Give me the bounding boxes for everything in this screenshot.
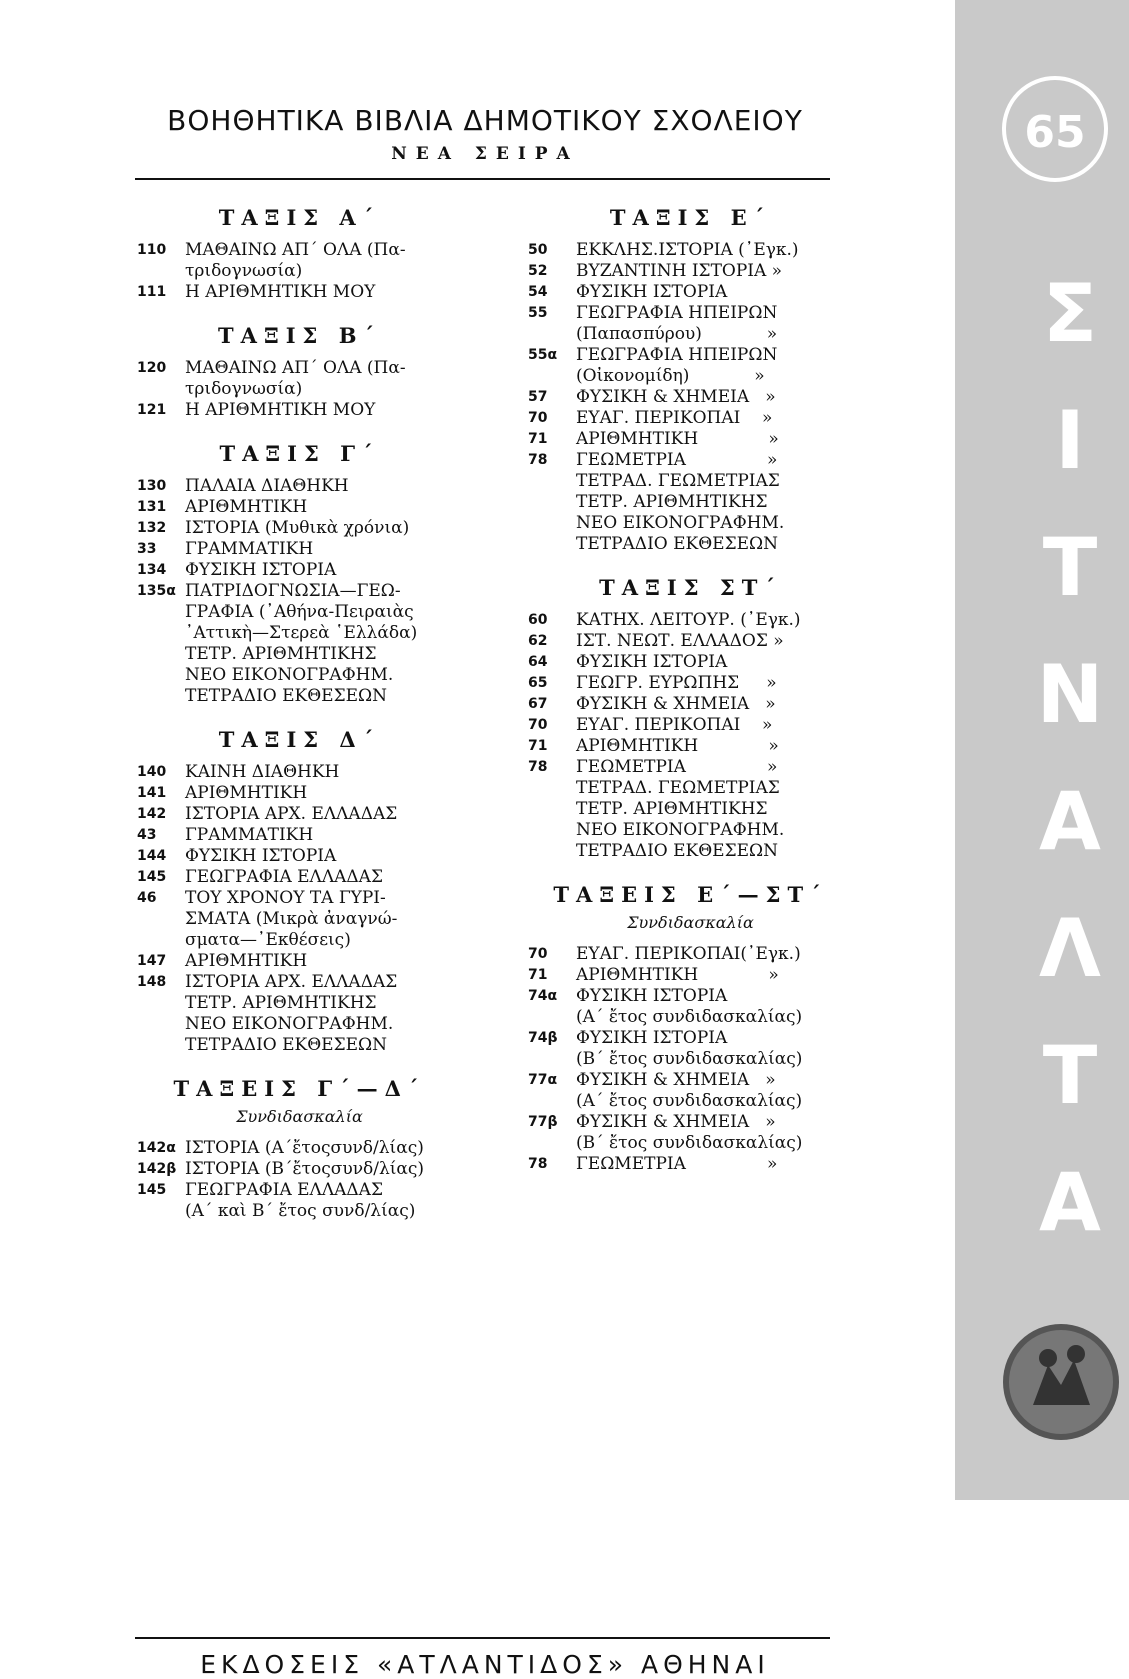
book-title: ΚΑΤΗΧ. ΛΕΙΤΟΥΡ. (᾿Εγκ.) bbox=[576, 610, 801, 630]
book-number: 50 bbox=[528, 242, 548, 258]
book-entry bbox=[137, 497, 462, 518]
book-number: 71 bbox=[528, 431, 548, 447]
book-entry bbox=[528, 303, 853, 345]
book-title: ΙΣΤΟΡΙΑ (Β΄ἔτοςσυνδ/λίας) bbox=[185, 1159, 425, 1179]
coin-emblem-icon bbox=[998, 1310, 1124, 1460]
brand-letter: Τ bbox=[1042, 1029, 1098, 1122]
book-entry bbox=[137, 867, 462, 888]
vertical-brand bbox=[1010, 250, 1129, 1266]
book-number: 145 bbox=[137, 869, 167, 885]
book-title: ΑΡΙΘΜΗΤΙΚΗ bbox=[185, 497, 308, 517]
book-number: 135α bbox=[137, 583, 176, 599]
book-entry bbox=[528, 408, 853, 429]
book-title: ΠΑΤΡΙΔΟΓΝΩΣΙΑ—ΓΕΩ- ΓΡΑΦΙΑ (᾿Αθήνα-Πειραιὰς ᾿Αττικὴ—Στερεὰ ῾Ελλάδα) ΤΕΤΡ. ΑΡΙΘΜΗΤΙΚΗΣ ΝΕΟ ΕΙΚΟΝΟΓΡΑΦΗΜ. ΤΕΤΡΑΔΙΟ ΕΚΘΕΣΕΩΝ bbox=[185, 581, 418, 706]
book-number: 142 bbox=[137, 806, 167, 822]
book-number: 70 bbox=[528, 717, 548, 733]
book-title: ΒΥΖΑΝΤΙΝΗ ΙΣΤΟΡΙΑ » bbox=[576, 261, 783, 281]
book-entry bbox=[528, 345, 853, 387]
book-title: ΦΥΣΙΚΗ ΙΣΤΟΡΙΑ bbox=[576, 652, 728, 672]
brand-letter: Σ bbox=[1042, 267, 1098, 360]
page-subtitle: ΝΕΑ ΣΕΙΡΑ bbox=[391, 144, 579, 164]
section-title: ΤΑΞΙΣ Δ΄ bbox=[218, 727, 381, 752]
brand-letter: Α bbox=[1039, 1156, 1101, 1249]
book-entry bbox=[137, 518, 462, 539]
section-subtitle: Συνδιδασκαλία bbox=[627, 913, 754, 932]
book-entry bbox=[528, 1112, 853, 1154]
book-entry bbox=[137, 951, 462, 972]
book-title: ΓΕΩΓΡΑΦΙΑ ΕΛΛΑΔΑΣ bbox=[185, 867, 383, 887]
book-number: 77α bbox=[528, 1072, 558, 1088]
section-title: ΤΑΞΙΣ Β΄ bbox=[218, 323, 381, 348]
brand-letter: Τ bbox=[1042, 521, 1098, 614]
section-title: ΤΑΞΙΣ Γ΄ bbox=[219, 441, 380, 466]
book-title: ΑΡΙΘΜΗΤΙΚΗ bbox=[185, 951, 308, 971]
book-entry bbox=[528, 429, 853, 450]
section-title: ΤΑΞΕΙΣ Ε΄—ΣΤ΄ bbox=[553, 882, 828, 907]
book-title: ΦΥΣΙΚΗ & ΧΗΜΕΙΑ » bbox=[576, 387, 776, 407]
book-number: 46 bbox=[137, 890, 157, 906]
right-column bbox=[528, 205, 853, 1175]
book-number: 78 bbox=[528, 1156, 548, 1172]
book-title: ΓΕΩΜΕΤΡΙΑ » ΤΕΤΡΑΔ. ΓΕΩΜΕΤΡΙΑΣ ΤΕΤΡ. ΑΡΙΘΜΗΤΙΚΗΣ ΝΕΟ ΕΙΚΟΝΟΓΡΑΦΗΜ. ΤΕΤΡΑΔΙΟ ΕΚΘΕΣΕΩΝ bbox=[576, 757, 785, 861]
book-number: 141 bbox=[137, 785, 167, 801]
book-entry bbox=[528, 261, 853, 282]
section-title: ΤΑΞΙΣ ΣΤ΄ bbox=[599, 575, 782, 600]
book-entry bbox=[137, 1138, 462, 1159]
book-title: ΓΕΩΜΕΤΡΙΑ » bbox=[576, 1154, 778, 1174]
book-title: ΓΕΩΓΡΑΦΙΑ ΗΠΕΙΡΩΝ (Οἰκονομίδη) » bbox=[576, 345, 778, 386]
book-title: ΙΣΤΟΡΙΑ (Α΄ἔτοςσυνδ/λίας) bbox=[185, 1138, 424, 1158]
book-entry bbox=[137, 846, 462, 867]
book-number: 74β bbox=[528, 1030, 558, 1046]
book-number: 148 bbox=[137, 974, 167, 990]
book-number: 131 bbox=[137, 499, 167, 515]
book-entry bbox=[137, 783, 462, 804]
book-number: 78 bbox=[528, 452, 548, 468]
book-number: 142β bbox=[137, 1161, 177, 1177]
book-number: 110 bbox=[137, 242, 167, 258]
book-entry bbox=[137, 804, 462, 825]
book-entry bbox=[528, 715, 853, 736]
book-number: 140 bbox=[137, 764, 167, 780]
book-entry bbox=[528, 694, 853, 715]
page-number-badge: 65 bbox=[1002, 76, 1108, 182]
book-title: ΙΣΤ. ΝΕΩΤ. ΕΛΛΑΔΟΣ » bbox=[576, 631, 784, 651]
book-title: ΕΚΚΛΗΣ.ΙΣΤΟΡΙΑ (᾿Εγκ.) bbox=[576, 240, 799, 260]
book-entry bbox=[528, 631, 853, 652]
book-title: ΤΟΥ ΧΡΟΝΟΥ ΤΑ ΓΥΡΙ- ΣΜΑΤΑ (Μικρὰ ἀναγνώ- σματα—᾿Εκθέσεις) bbox=[185, 888, 398, 950]
book-title: ΙΣΤΟΡΙΑ ΑΡΧ. ΕΛΛΑΔΑΣ ΤΕΤΡ. ΑΡΙΘΜΗΤΙΚΗΣ ΝΕΟ ΕΙΚΟΝΟΓΡΑΦΗΜ. ΤΕΤΡΑΔΙΟ ΕΚΘΕΣΕΩΝ bbox=[185, 972, 398, 1055]
book-number: 65 bbox=[528, 675, 548, 691]
book-number: 70 bbox=[528, 410, 548, 426]
book-entry bbox=[528, 1154, 853, 1175]
book-number: 64 bbox=[528, 654, 548, 670]
book-entry bbox=[528, 944, 853, 965]
book-number: 70 bbox=[528, 946, 548, 962]
section-title: ΤΑΞΕΙΣ Γ΄—Δ΄ bbox=[173, 1076, 426, 1101]
book-number: 67 bbox=[528, 696, 548, 712]
book-number: 111 bbox=[137, 284, 167, 300]
book-entry bbox=[528, 965, 853, 986]
book-title: ΓΡΑΜΜΑΤΙΚΗ bbox=[185, 539, 314, 559]
book-entry bbox=[528, 673, 853, 694]
book-title: ΑΡΙΘΜΗΤΙΚΗ » bbox=[576, 965, 779, 985]
book-number: 60 bbox=[528, 612, 548, 628]
book-entry bbox=[137, 282, 462, 303]
book-number: 132 bbox=[137, 520, 167, 536]
book-title: ΦΥΣΙΚΗ ΙΣΤΟΡΙΑ bbox=[185, 560, 337, 580]
left-column bbox=[137, 205, 462, 1222]
book-entry bbox=[528, 387, 853, 408]
book-title: ΑΡΙΘΜΗΤΙΚΗ » bbox=[576, 429, 779, 449]
book-title: ΠΑΛΑΙΑ ΔΙΑΘΗΚΗ bbox=[185, 476, 349, 496]
book-number: 74α bbox=[528, 988, 558, 1004]
book-title: ΦΥΣΙΚΗ & ΧΗΜΕΙΑ » (Α΄ ἔτος συνδιδασκαλίας) bbox=[576, 1070, 803, 1111]
book-entry bbox=[137, 1159, 462, 1180]
book-number: 71 bbox=[528, 967, 548, 983]
book-title: Η ΑΡΙΘΜΗΤΙΚΗ ΜΟΥ bbox=[185, 282, 376, 302]
book-title: ΕΥΑΓ. ΠΕΡΙΚΟΠΑΙ » bbox=[576, 715, 773, 735]
book-entry bbox=[137, 581, 462, 707]
book-entry bbox=[137, 358, 462, 400]
book-number: 55α bbox=[528, 347, 558, 363]
book-number: 142α bbox=[137, 1140, 176, 1156]
book-title: ΙΣΤΟΡΙΑ ΑΡΧ. ΕΛΛΑΔΑΣ bbox=[185, 804, 398, 824]
book-entry bbox=[137, 240, 462, 282]
publisher-footer: ΕΚΔΟΣΕΙΣ «ΑΤΛΑΝΤΙΔΟΣ» ΑΘΗΝΑΙ bbox=[200, 1650, 770, 1679]
book-entry bbox=[528, 757, 853, 862]
book-title: ΑΡΙΘΜΗΤΙΚΗ bbox=[185, 783, 308, 803]
book-entry bbox=[528, 450, 853, 555]
book-number: 77β bbox=[528, 1114, 558, 1130]
book-number: 120 bbox=[137, 360, 167, 376]
book-number: 71 bbox=[528, 738, 548, 754]
book-title: ΙΣΤΟΡΙΑ (Μυθικὰ χρόνια) bbox=[185, 518, 410, 538]
book-title: ΓΕΩΓΡ. ΕΥΡΩΠΗΣ » bbox=[576, 673, 777, 693]
book-title: ΕΥΑΓ. ΠΕΡΙΚΟΠΑΙ » bbox=[576, 408, 773, 428]
page-title: ΒΟΗΘΗΤΙΚΑ ΒΙΒΛΙΑ ΔΗΜΟΤΙΚΟΥ ΣΧΟΛΕΙΟΥ bbox=[167, 104, 803, 137]
book-title: ΦΥΣΙΚΗ & ΧΗΜΕΙΑ » bbox=[576, 694, 776, 714]
book-title: ΦΥΣΙΚΗ ΙΣΤΟΡΙΑ (Β΄ ἔτος συνδιδασκαλίας) bbox=[576, 1028, 803, 1069]
book-entry bbox=[137, 1180, 462, 1222]
book-entry bbox=[137, 888, 462, 951]
brand-letter: Α bbox=[1039, 775, 1101, 868]
book-title: ΦΥΣΙΚΗ ΙΣΤΟΡΙΑ bbox=[576, 282, 728, 302]
book-title: ΦΥΣΙΚΗ & ΧΗΜΕΙΑ » (Β΄ ἔτος συνδιδασκαλίας) bbox=[576, 1112, 803, 1153]
book-entry bbox=[137, 762, 462, 783]
section-subtitle: Συνδιδασκαλία bbox=[236, 1107, 363, 1126]
book-title: ΓΕΩΓΡΑΦΙΑ ΕΛΛΑΔΑΣ (Α΄ καὶ Β΄ ἔτος συνδ/λίας) bbox=[185, 1180, 416, 1221]
book-title: ΕΥΑΓ. ΠΕΡΙΚΟΠΑΙ(᾿Εγκ.) bbox=[576, 944, 801, 964]
book-title: ΚΑΙΝΗ ΔΙΑΘΗΚΗ bbox=[185, 762, 340, 782]
book-entry bbox=[137, 825, 462, 846]
book-entry bbox=[528, 986, 853, 1028]
book-title: ΦΥΣΙΚΗ ΙΣΤΟΡΙΑ (Α΄ ἔτος συνδιδασκαλίας) bbox=[576, 986, 803, 1027]
book-entry bbox=[528, 282, 853, 303]
book-entry bbox=[137, 972, 462, 1056]
book-entry bbox=[137, 400, 462, 421]
book-title: ΓΡΑΜΜΑΤΙΚΗ bbox=[185, 825, 314, 845]
brand-letter: Λ bbox=[1039, 902, 1101, 995]
book-title: ΓΕΩΜΕΤΡΙΑ » ΤΕΤΡΑΔ. ΓΕΩΜΕΤΡΙΑΣ ΤΕΤΡ. ΑΡΙΘΜΗΤΙΚΗΣ ΝΕΟ ΕΙΚΟΝΟΓΡΑΦΗΜ. ΤΕΤΡΑΔΙΟ ΕΚΘΕΣΕΩΝ bbox=[576, 450, 785, 554]
book-number: 33 bbox=[137, 541, 157, 557]
book-entry bbox=[137, 476, 462, 497]
brand-letter: Ν bbox=[1036, 648, 1104, 741]
book-number: 62 bbox=[528, 633, 548, 649]
book-title: ΜΑΘΑΙΝΩ ΑΠ΄ ΟΛΑ (Πα- τριδογνωσία) bbox=[185, 358, 406, 399]
book-entry bbox=[528, 652, 853, 673]
book-number: 147 bbox=[137, 953, 167, 969]
book-number: 145 bbox=[137, 1182, 167, 1198]
book-number: 144 bbox=[137, 848, 167, 864]
book-number: 130 bbox=[137, 478, 167, 494]
book-number: 57 bbox=[528, 389, 548, 405]
book-title: Η ΑΡΙΘΜΗΤΙΚΗ ΜΟΥ bbox=[185, 400, 376, 420]
book-number: 121 bbox=[137, 402, 167, 418]
section-title: ΤΑΞΙΣ Α΄ bbox=[218, 205, 381, 230]
book-number: 52 bbox=[528, 263, 548, 279]
book-title: ΦΥΣΙΚΗ ΙΣΤΟΡΙΑ bbox=[185, 846, 337, 866]
book-number: 134 bbox=[137, 562, 167, 578]
brand-letter: Ι bbox=[1055, 394, 1085, 487]
book-entry bbox=[528, 1070, 853, 1112]
book-entry bbox=[528, 1028, 853, 1070]
bottom-divider bbox=[135, 1637, 830, 1639]
book-entry bbox=[528, 610, 853, 631]
book-number: 43 bbox=[137, 827, 157, 843]
section-title: ΤΑΞΙΣ Ε΄ bbox=[609, 205, 772, 230]
book-title: ΑΡΙΘΜΗΤΙΚΗ » bbox=[576, 736, 779, 756]
book-number: 78 bbox=[528, 759, 548, 775]
top-divider bbox=[135, 178, 830, 180]
book-entry bbox=[137, 539, 462, 560]
book-number: 55 bbox=[528, 305, 548, 321]
book-entry bbox=[528, 736, 853, 757]
book-entry bbox=[528, 240, 853, 261]
book-number: 54 bbox=[528, 284, 548, 300]
book-title: ΓΕΩΓΡΑΦΙΑ ΗΠΕΙΡΩΝ (Παπασπύρου) » bbox=[576, 303, 778, 344]
book-title: ΜΑΘΑΙΝΩ ΑΠ΄ ΟΛΑ (Πα- τριδογνωσία) bbox=[185, 240, 406, 281]
book-entry bbox=[137, 560, 462, 581]
